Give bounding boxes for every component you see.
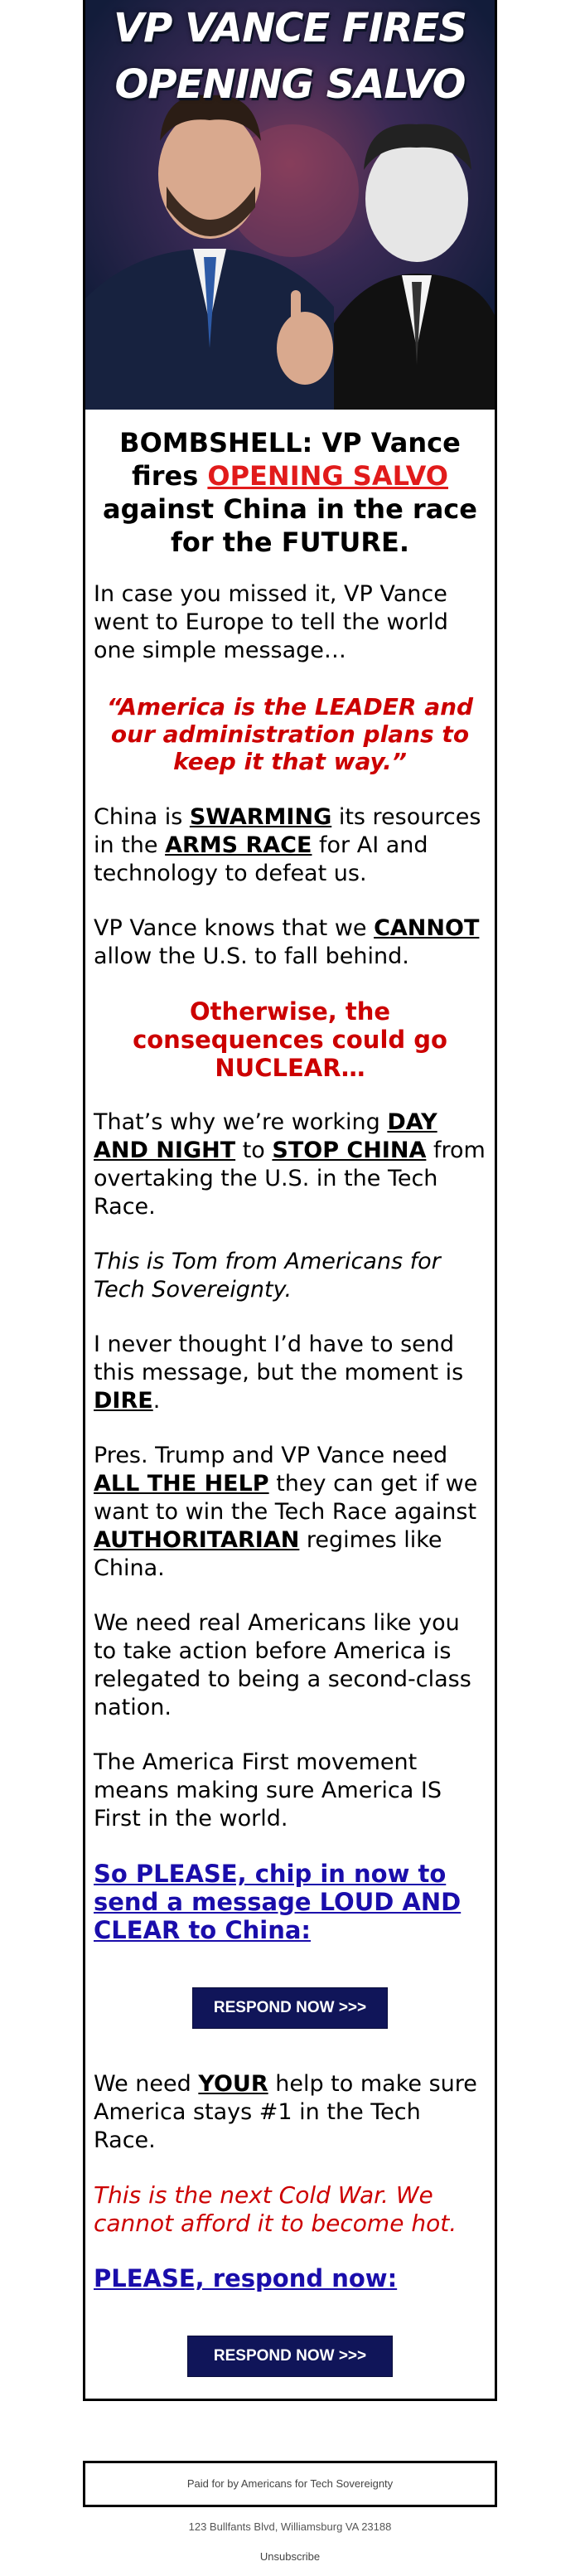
- emphasis-dire: DIRE: [94, 1388, 153, 1414]
- emphasis-arms-race: ARMS RACE: [165, 832, 312, 858]
- respond-now-button-2[interactable]: RESPOND NOW >>>: [187, 2336, 393, 2377]
- donate-link-2[interactable]: PLEASE, respond now:: [94, 2264, 398, 2292]
- unsubscribe-link[interactable]: Unsubscribe: [259, 2550, 321, 2563]
- respond-now-button-1[interactable]: RESPOND NOW >>>: [192, 1987, 388, 2029]
- emphasis-cannot: CANNOT: [374, 915, 480, 941]
- paragraph-day-and-night: That’s why we’re working DAY AND NIGHT to STOP CHINA from overtaking the U.S. in the Tech Race.: [94, 1109, 486, 1220]
- email-body: [94, 410, 486, 2377]
- paragraph-swarming: China is SWARMING its resources in the ARMS RACE for AI and technology to defeat us.: [94, 804, 481, 886]
- headline-text-2: against China in the race for the FUTURE.: [103, 493, 477, 558]
- respond-button-2-wrap: [94, 2336, 486, 2377]
- donate-link-1-wrap: [94, 1860, 486, 1944]
- emphasis-all-the-help: ALL THE HELP: [94, 1471, 269, 1497]
- mailing-address: 123 Bullfants Blvd, Williamsburg VA 23188: [188, 2520, 392, 2533]
- email-card: [83, 0, 497, 2401]
- paragraph-cold-war: This is the next Cold War. We cannot afford it to become hot.: [94, 2181, 457, 2237]
- paragraph-real-americans: We need real Americans like you to take action before America is relegated to being a second-class nation.: [94, 1610, 471, 1720]
- headline: [94, 426, 486, 559]
- hero-title-line-1: VP VANCE FIRES: [114, 5, 466, 51]
- paragraph-signoff: This is Tom from Americans for Tech Sovereignty.: [94, 1249, 441, 1303]
- donate-link-1[interactable]: So PLEASE, chip in now to send a message LOUD AND CLEAR to China:: [94, 1860, 462, 1944]
- paragraph-dire: I never thought I’d have to send this message, but the moment is DIRE.: [94, 1332, 464, 1414]
- paragraph-cannot: VP Vance knows that we CANNOT allow the U.S. to fall behind.: [94, 915, 480, 969]
- respond-button-1-wrap: [94, 1987, 486, 2029]
- paragraph-intro: In case you missed it, VP Vance went to Europe to tell the world one simple message…: [94, 581, 448, 663]
- warning-text: Otherwise, the consequences could go NUCLEAR…: [133, 997, 447, 1082]
- emphasis-day-and-night: DAY AND NIGHT: [94, 1109, 437, 1163]
- headline-text-1: BOMBSHELL: VP Vance fires: [119, 427, 461, 492]
- emphasis-authoritarian: AUTHORITARIAN: [94, 1527, 300, 1553]
- paragraph-all-the-help: Pres. Trump and VP Vance need ALL THE HELP they can get if we want to win the Tech Race against AUTHORITARIAN regimes like China.: [94, 1443, 478, 1581]
- emphasis-your: YOUR: [198, 2071, 268, 2097]
- donate-link-2-wrap: [94, 2264, 486, 2292]
- emphasis-swarming: SWARMING: [189, 804, 332, 830]
- paragraph-your-help: We need YOUR help to make sure America stays #1 in the Tech Race.: [94, 2071, 477, 2153]
- hero-title-line-2: OPENING SALVO: [114, 61, 466, 108]
- hero-image: [85, 0, 495, 410]
- paragraph-america-first: The America First movement means making sure America IS First in the world.: [94, 1749, 442, 1831]
- unsubscribe-wrap: [0, 2550, 580, 2563]
- emphasis-stop-china: STOP CHINA: [272, 1138, 427, 1163]
- pull-quote: “America is the LEADER and our administration plans to keep it that way.”: [106, 693, 474, 775]
- paid-for-disclaimer: Paid for by Americans for Tech Sovereignty: [83, 2461, 497, 2507]
- headline-highlight: OPENING SALVO: [207, 460, 448, 492]
